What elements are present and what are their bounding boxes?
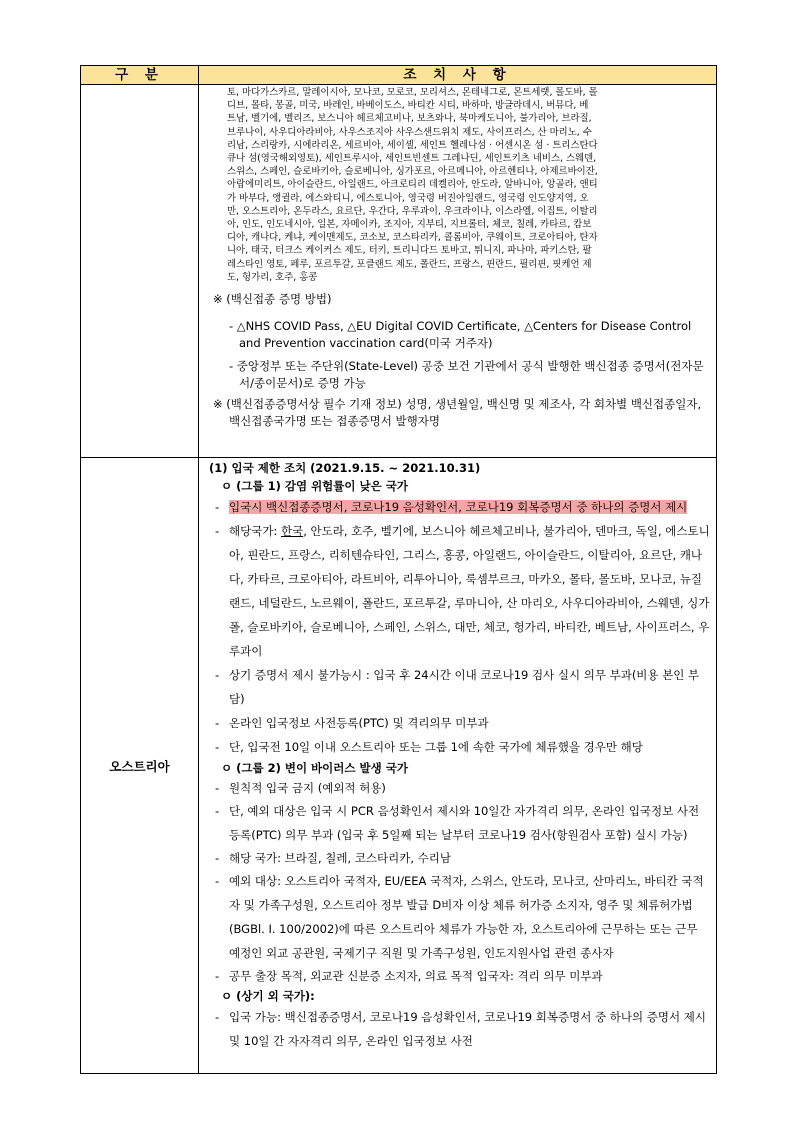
korea-underlined: 한국 xyxy=(280,524,304,538)
required-fields-note: ※ (백신접종증명서상 필수 기재 정보) 성명, 생년월일, 백신명 및 제조사, 각 회차별 백신접종일자, 백신접종국가명 또는 접종증명서 발행자명 xyxy=(213,397,702,429)
country-line: 디아, 캐나다, 케냐, 케이맨제도, 코소보, 코스타리카, 콜롬비아, 쿠웨이트, 크로아티아, 탄자 xyxy=(227,232,598,244)
country-line: 만, 오스트리아, 온두라스, 요르단, 우간다, 우루과이, 우크라이나, 이스라엘, 이집트, 이탈리 xyxy=(227,205,598,217)
header-category: 구 분 xyxy=(81,66,199,84)
list-item: - 공무 출장 목적, 외교관 신분증 소지자, 의료 목적 입국자: 격리 의무 미부과 xyxy=(215,969,603,983)
list-item: - 단, 입국전 10일 이내 오스트리아 또는 그룹 1에 속한 국가에 체류했을 경우만 해당 xyxy=(215,740,643,754)
header-row xyxy=(81,66,717,85)
list-item: - 예외 대상: 오스트리아 국적자, EU/EEA 국적자, 스위스, 안도라, 모나코, 산마리노, 바티칸 국적자 및 가족구성원, 오스트리아 정부 발급 D비자 이상 체류 허가증 소지자, 영주 및 체류허가법(BGBl. I. 100/2002)에 따른 오스트리아 체류가 가능한 자, 오스트리아에 근무하는 또는 근무 예정인 외교 공관원, 국제기구 직원 및 가족구성원, 인도지원사업 관련 종사자 xyxy=(215,874,704,960)
group2-heading: ㅇ (그룹 2) 변이 바이러스 발생 국가 xyxy=(221,761,408,775)
vaccination-proof-note: ※ (백신접종 증명 방법) xyxy=(213,292,332,307)
list-item: - 온라인 입국정보 사전등록(PTC) 및 격리의무 미부과 xyxy=(215,716,489,730)
country-line: 아, 인도, 인도네시아, 일본, 자메이카, 조지아, 지부티, 지브롤터, 체코, 칠레, 카타르, 캄보 xyxy=(227,219,592,231)
list-item: - 해당 국가: 브라질, 칠레, 코스타리카, 수리남 xyxy=(215,851,451,865)
list-item: - 상기 증명서 제시 불가능시 : 입국 후 24시간 이내 코로나19 검사 실시 의무 부과(비용 본인 부담) xyxy=(215,668,700,706)
austria-row xyxy=(81,458,717,1074)
highlighted-text: 입국시 백신접종증명서, 코로나19 음성확인서, 코로나19 회복증명서 중 하나의 증명서 제시 xyxy=(229,500,688,514)
group1-heading: ㅇ (그룹 1) 감염 위험률이 낮은 국가 xyxy=(221,479,408,493)
country-line: 토, 마다가스카르, 말레이시아, 모나코, 모로코, 모리셔스, 몬테네그로, 몬트세랫, 몰도바, 몰 xyxy=(227,87,598,98)
list-item: - 입국시 백신접종증명서, 코로나19 음성확인서, 코로나19 회복증명서 중 하나의 증명서 제시 xyxy=(215,500,688,514)
country-line: 리남, 스리랑카, 시에라리온, 세르비아, 세이셸, 세인트 헬레나섬 · 어센시온 섬 · 트리스탄다 xyxy=(227,139,598,151)
country-line: 도, 헝가리, 호주, 홍콩 xyxy=(227,271,318,283)
country-line: 레스타인 영토, 페루, 포르투갈, 포클랜드 제도, 폴란드, 프랑스, 핀란드, 필리핀, 핏케언 제 xyxy=(227,258,592,270)
row-continued xyxy=(81,85,717,458)
entry-restriction-title: (1) 입국 제한 조치 (2021.9.15. ~ 2021.10.31) xyxy=(209,461,481,475)
list-item: - 해당국가: 한국, 안도라, 호주, 벨기에, 보스니아 헤르체고비나, 불가리아, 덴마크, 독일, 에스토니아, 핀란드, 프랑스, 리히텐슈타인, 그리스, 홍콩, 아일랜드, 아이슬란드, 이탈리아, 요르단, 캐나다, 카타르, 크로아티아, 라트비아, 리투아니아, 룩셈부르크, 마카오, 몰타, 몰도바, 모나코, 뉴질랜드, 네덜란드, 노르웨이, 폴란드, 포르투갈, 루마니아, 산 마리오, 사우디아라비아, 스웨덴, 싱가폴, 슬로바키아, 슬로베니아, 스페인, 스위스, 대만, 체코, 헝가리, 바티칸, 베트남, 사이프러스, 우루과이 xyxy=(215,524,710,658)
country-line: 큐나 섬(영국해외영토), 세인트루시아, 세인트빈센트 그레나딘, 세인트키츠 네비스, 스웨덴, xyxy=(227,153,597,165)
list-item: - 입국 가능: 백신접종증명서, 코로나19 음성확인서, 코로나19 회복증명서 중 하나의 증명서 제시 및 10일 간 자자격리 의무, 온라인 입국정보 사전 xyxy=(215,1010,706,1048)
country-line: 트남, 벨기에, 벨리즈, 보스니아 헤르체고비나, 보츠와나, 북마케도니아, 불가리아, 브라질, xyxy=(227,113,592,125)
list-item: - 원칙적 입국 금지 (예외적 허용) xyxy=(215,781,386,795)
group3-heading: ㅇ (상기 외 국가): xyxy=(221,989,315,1003)
list-item: - 단, 예외 대상은 입국 시 PCR 음성확인서 제시와 10일간 자가격리 의무, 온라인 입국정보 사전등록(PTC) 의무 부과 (입국 후 5일째 되는 날부터 코로나19 검사(항원검사 포함) 실시 가능) xyxy=(215,804,700,842)
country-line: 가 바부다, 앵귈라, 에스와티니, 에스토니아, 영국령 버진아일랜드, 영국령 인도양지역, 오 xyxy=(227,192,589,204)
country-line: 니아, 태국, 터크스 케이커스 제도, 터키, 트리니다드 토바고, 튀니지, 파나마, 파키스탄, 팔 xyxy=(227,245,592,257)
country-line: 아랍에미리트, 아이슬란드, 아일랜드, 아크로티리 데켈리아, 안도라, 알바니아, 앙골라, 앤티 xyxy=(227,179,598,191)
measures-table xyxy=(80,65,717,1074)
proof-method-2: - 중앙정부 또는 주단위(State-Level) 공중 보건 기관에서 공식 발행한 백신접종 증명서(전자문서/종이문서)로 증명 가능 xyxy=(229,359,704,391)
country-label: 오스트리아 xyxy=(109,758,170,774)
country-line: 브루나이, 사우디아라비아, 사우스조지아 사우스샌드위치 제도, 사이프러스, 산 마리노, 수 xyxy=(227,126,592,138)
country-line: 디브, 몰타, 몽골, 미국, 바레인, 바베이도스, 바티칸 시티, 바하마, 방글라데시, 버뮤다, 베 xyxy=(227,100,589,112)
header-measures: 조 치 사 항 xyxy=(403,67,512,83)
country-line: 스위스, 스페인, 슬로바키아, 슬로베니아, 싱가포르, 아르메니아, 아르헨티나, 아제르바이잔, xyxy=(227,166,598,178)
proof-method-1: - △NHS COVID Pass, △EU Digital COVID Certificate, △Centers for Disease Control and Prevention vaccination card(미국 거주자) xyxy=(229,319,692,351)
country-list xyxy=(199,86,716,284)
